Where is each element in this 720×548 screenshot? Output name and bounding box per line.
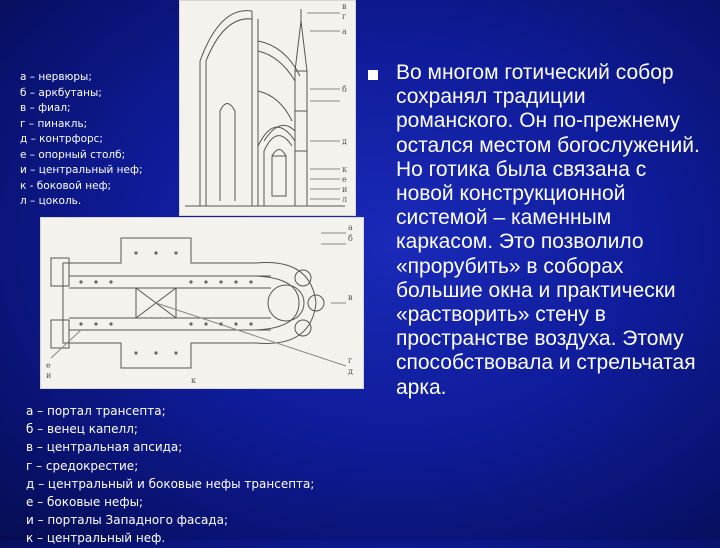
section-label: к bbox=[342, 165, 347, 174]
legend-item: л – цоколь. bbox=[20, 195, 82, 207]
legend-item: и – центральный неф; bbox=[20, 164, 143, 176]
plan-label: д bbox=[348, 367, 353, 376]
plan-label: г bbox=[348, 356, 353, 365]
cathedral-plan-drawing bbox=[41, 218, 363, 388]
legend-item: а – портал трансепта; bbox=[26, 404, 166, 418]
plan-label: и bbox=[46, 371, 52, 380]
plan-label: б bbox=[348, 234, 353, 243]
legend-section bbox=[20, 70, 190, 210]
legend-item: и – порталы Западного фасада; bbox=[26, 513, 228, 528]
legend-item: е – боковые нефы; bbox=[26, 495, 144, 510]
legend-item: е – опорный столб; bbox=[20, 148, 126, 161]
cathedral-plan-figure bbox=[40, 217, 364, 389]
section-label: а bbox=[342, 27, 347, 36]
plan-label: в bbox=[348, 293, 353, 302]
legend-item: г – пинакль; bbox=[20, 117, 88, 130]
legend-item: д – контрфорс; bbox=[20, 133, 103, 145]
cathedral-section-figure bbox=[179, 0, 356, 216]
cathedral-section-drawing bbox=[180, 1, 355, 215]
legend-item: б – венец капелл; bbox=[26, 422, 138, 437]
section-label: л bbox=[342, 195, 348, 204]
legend-item: к - боковой неф; bbox=[20, 179, 112, 192]
plan-label: е bbox=[46, 361, 51, 370]
section-label: е bbox=[342, 175, 347, 184]
legend-item: б – аркбутаны; bbox=[20, 86, 102, 99]
plan-label: а bbox=[348, 223, 353, 232]
section-label: и bbox=[342, 185, 348, 194]
legend-plan bbox=[26, 402, 366, 548]
plan-label: к bbox=[191, 376, 196, 385]
legend-item: г – средокрестие; bbox=[26, 458, 139, 473]
section-label: г bbox=[342, 12, 347, 21]
legend-item: а – нервюры; bbox=[20, 71, 92, 83]
legend-item: в – центральная апсида; bbox=[26, 440, 183, 455]
legend-item: к – центральный неф. bbox=[26, 531, 166, 546]
legend-item: в – фиал; bbox=[20, 102, 71, 114]
legend-item: д – центральный и боковые нефы трансепта; bbox=[26, 476, 315, 491]
section-label: в bbox=[342, 2, 347, 11]
section-label: б bbox=[342, 85, 347, 94]
main-paragraph: Во многом готический собор сохранял традиции романского. Он по-прежнему остался местом богослужений. Но готика была связана с новой конструкционной системой – каменным каркасом. Это позволило «прорубить» в соборах большие окна и практически «растворить» стену в пространстве воздуха. Этому способствовала и стрельчатая арка. bbox=[396, 61, 700, 399]
section-label: д bbox=[342, 137, 347, 146]
bullet-icon bbox=[368, 70, 378, 80]
